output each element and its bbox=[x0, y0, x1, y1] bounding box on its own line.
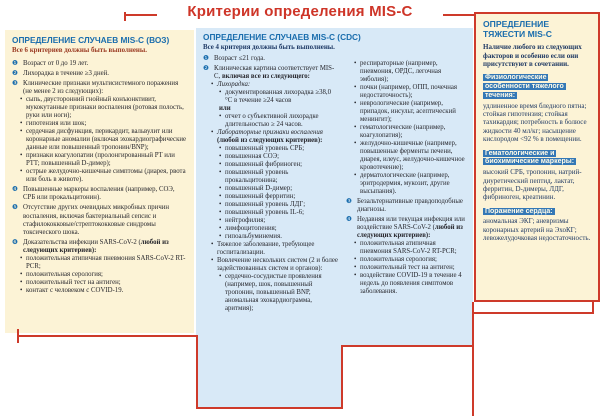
list-item-text: гематологические (например, коагулопатия); bbox=[360, 124, 446, 140]
list-item bbox=[12, 80, 187, 96]
severity-section-physiology bbox=[483, 74, 591, 143]
severity-section-title: Физиологические особенности тяжелого течения: bbox=[485, 74, 564, 99]
list-item bbox=[203, 161, 339, 169]
list-item-text: положительная серология; bbox=[360, 256, 437, 264]
severity-section-title: Поражение сердца: bbox=[485, 207, 553, 215]
who-subheader: Все 6 критериев должны быть выполнены. bbox=[12, 47, 147, 55]
list-item-text: Лихорадка в течение ≥3 дней. bbox=[23, 70, 110, 78]
bullet-icon: • bbox=[354, 272, 357, 280]
list-item-text: повышенная СОЭ; bbox=[225, 153, 279, 161]
list-item-text: острые желудочно-кишечные симптомы (диарея, рвота или боль в животе). bbox=[26, 168, 186, 184]
bullet-icon: • bbox=[219, 209, 222, 217]
who-header: ОПРЕДЕЛЕНИЕ СЛУЧАЕВ MIS-C (ВОЗ) bbox=[12, 35, 170, 45]
bullet-icon: • bbox=[354, 84, 357, 92]
cdc-criteria-column-2 bbox=[346, 60, 466, 296]
list-item bbox=[203, 89, 339, 105]
list-item bbox=[203, 201, 339, 209]
cdc-border-bottom bbox=[196, 407, 343, 409]
bullet-icon: • bbox=[20, 120, 23, 128]
list-item-text: признаки коагулопатии (пролонгированный PT или PTT; повышенный D-димер); bbox=[26, 152, 175, 168]
connector-right-line bbox=[474, 312, 594, 314]
cdc-border-step-vertical bbox=[341, 345, 343, 409]
panel-who-definition bbox=[5, 30, 194, 333]
severity-intro: Наличие любого из следующих факторов и особенно если они присутствуют в сочетании. bbox=[483, 43, 582, 69]
bullet-icon: • bbox=[219, 169, 222, 177]
bullet-icon: • bbox=[219, 145, 222, 153]
item-number-badge: ❸ bbox=[346, 197, 352, 206]
bullet-icon: • bbox=[219, 185, 222, 193]
list-item bbox=[12, 204, 187, 236]
item-number-badge: ❹ bbox=[12, 185, 18, 194]
bullet-icon: • bbox=[354, 124, 357, 132]
list-item-text: дерматологические (например, эритродермия, мукозит, другие высыпания). bbox=[360, 172, 450, 196]
list-item bbox=[203, 129, 339, 145]
who-criteria-list bbox=[12, 60, 187, 294]
list-item bbox=[203, 113, 339, 129]
bullet-icon: • bbox=[219, 273, 222, 281]
list-item bbox=[12, 96, 187, 120]
list-item bbox=[346, 60, 466, 84]
list-item bbox=[12, 120, 187, 128]
cdc-criteria-column-1 bbox=[203, 55, 339, 314]
list-item bbox=[12, 279, 187, 287]
panel-cdc-extension bbox=[196, 345, 341, 407]
bullet-icon: • bbox=[354, 240, 357, 248]
item-number-badge: ❷ bbox=[12, 69, 18, 78]
list-item bbox=[12, 168, 187, 184]
list-item-text: повышенный D-димер; bbox=[225, 185, 293, 193]
list-item-text: респираторные (например, пневмония, ОРДС, легочная эмболия); bbox=[360, 60, 442, 84]
item-number-badge: ❸ bbox=[12, 79, 18, 88]
list-item-text: положительная атипичная пневмония SARS-CoV-2 RT-PCR; bbox=[360, 240, 457, 256]
list-item-text: повышенный уровень IL-6; bbox=[225, 209, 305, 217]
bullet-icon: • bbox=[20, 96, 23, 104]
bullet-icon: • bbox=[219, 225, 222, 233]
severity-section-title: Гематологические и биохимические маркеры: bbox=[485, 149, 575, 166]
item-number-badge: ❶ bbox=[203, 54, 209, 62]
bullet-icon: • bbox=[354, 264, 357, 272]
severity-section-body: удлиненное время бледного пятна; стойкая гипотензия; стойкая тахикардия; потребность в болюсе жидкости 40 мл/кг; насыщение кислородом <92 % в помещении. bbox=[483, 101, 587, 144]
list-item-text: повышенный уровень ЛДГ; bbox=[225, 201, 306, 209]
list-item-text: повышенный уровень СРБ; bbox=[225, 145, 305, 153]
list-item bbox=[203, 153, 339, 161]
list-item bbox=[203, 241, 339, 257]
bullet-icon: • bbox=[20, 254, 23, 262]
bullet-icon: • bbox=[354, 172, 357, 180]
item-number-badge: ❹ bbox=[346, 215, 352, 224]
list-item bbox=[12, 152, 187, 168]
list-item-text: Вовлечение нескольких систем (2 и более задействованных систем и органов): bbox=[217, 257, 338, 273]
list-item bbox=[12, 271, 187, 279]
list-item bbox=[12, 60, 187, 68]
bullet-icon: • bbox=[20, 128, 23, 136]
list-item bbox=[203, 217, 339, 225]
list-item bbox=[203, 65, 339, 81]
list-item bbox=[12, 186, 187, 202]
list-item-text: Тяжелое заболевание, требующее госпитализации. bbox=[217, 241, 315, 257]
list-item bbox=[346, 216, 466, 240]
list-item-text: лимфоцитопения; bbox=[225, 225, 277, 233]
item-number-badge: ❷ bbox=[203, 64, 209, 73]
cdc-border-step-horizontal bbox=[341, 345, 474, 347]
list-item bbox=[346, 124, 466, 140]
list-item bbox=[12, 128, 187, 152]
list-item bbox=[203, 233, 339, 241]
list-item-text: Недавняя или текущая инфекция или воздействие SARS-CoV-2 (любой из следующих критериев): bbox=[357, 216, 465, 240]
list-item-text: сердечная дисфункция, перикардит, вальвулит или коронарные аномалии (включая эхокардиографические данные или повышенный тропонин/BNP); bbox=[26, 128, 187, 152]
page-title: Критерии определения MIS-C bbox=[187, 3, 413, 20]
list-item-text: положительная атипичная пневмония SARS-CoV-2 RT-PCR; bbox=[26, 254, 186, 270]
list-item-text: Повышенные маркеры воспаления (например, СОЭ, СРБ или прокальцитонин). bbox=[23, 186, 175, 202]
list-item-text: положительная серология; bbox=[26, 270, 103, 278]
list-item bbox=[12, 287, 187, 295]
bullet-icon: • bbox=[219, 233, 222, 241]
bullet-icon: • bbox=[219, 161, 222, 169]
list-item bbox=[12, 70, 187, 78]
list-item bbox=[203, 257, 339, 273]
severity-section-cardiac bbox=[483, 208, 591, 243]
list-item-text: Возраст от 0 до 19 лет. bbox=[23, 60, 89, 68]
cdc-header: ОПРЕДЕЛЕНИЕ СЛУЧАЕВ MIS-C (CDC) bbox=[203, 32, 361, 42]
cdc-subheader: Все 4 критерия должны быть выполнены. bbox=[203, 44, 335, 52]
list-item bbox=[346, 272, 466, 296]
list-item bbox=[346, 240, 466, 256]
list-item bbox=[203, 273, 339, 313]
list-item-text: Возраст ≤21 года. bbox=[214, 55, 265, 62]
list-item bbox=[203, 185, 339, 193]
bullet-icon: • bbox=[219, 153, 222, 161]
list-item-text: нейтрофилия; bbox=[225, 217, 266, 225]
bullet-icon: • bbox=[20, 168, 23, 176]
item-number-badge: ❻ bbox=[12, 237, 18, 246]
list-item-text: повышенный уровень прокальцитонина; bbox=[225, 169, 289, 185]
title-left-line bbox=[124, 14, 157, 16]
list-item-text: или bbox=[219, 105, 231, 113]
bullet-icon: • bbox=[219, 201, 222, 209]
list-item-text: воздействие COVID-19 в течение 4 недель до появления симптомов заболевания. bbox=[360, 272, 462, 296]
list-item-text: документированная лихорадка ≥38,0 °C в течение ≥24 часов bbox=[225, 89, 331, 105]
list-item-text: Безальтернативные правдоподобные диагнозы. bbox=[357, 198, 463, 214]
list-item-text: неврологические (например, припадок, инсульт, асептический менингит); bbox=[360, 100, 456, 124]
list-item bbox=[203, 55, 339, 63]
list-item bbox=[346, 84, 466, 100]
list-item bbox=[203, 169, 339, 185]
panel-severity-definition bbox=[474, 12, 600, 302]
bullet-icon: • bbox=[20, 286, 23, 294]
list-item-text: Лабораторные признаки воспаления (любой из следующих критериев): bbox=[217, 129, 323, 145]
item-number-badge: ❺ bbox=[12, 203, 18, 212]
bullet-icon: • bbox=[354, 256, 357, 264]
bullet-icon: • bbox=[211, 241, 214, 249]
bullet-icon: • bbox=[219, 89, 222, 97]
cdc-border-left bbox=[196, 335, 198, 409]
list-item-text: повышенный фибриноген; bbox=[225, 161, 303, 169]
bullet-icon: • bbox=[219, 113, 222, 121]
bullet-icon: • bbox=[211, 129, 214, 137]
list-item-text: желудочно-кишечные (например, повышенные ферменты печени, диарея, илеус, желудочно-кишечное кровотечение); bbox=[360, 140, 465, 172]
list-item-text: повышенный ферритин; bbox=[225, 193, 296, 201]
severity-section-body: высокий СРБ, тропонин, натрий-диуретический пептид, лактат, ферритин, D-димеры, ЛДГ, фибриноген, креатинин. bbox=[483, 168, 582, 202]
list-item-text: Отсутствие других очевидных микробных причин воспаления, включая бактериальный сепсис и стафилококковые/стрептококковые синдромы токсического шока. bbox=[23, 204, 170, 236]
list-item-text: гипотензия или шок; bbox=[26, 120, 87, 128]
list-item-text: почки (например, ОПП, почечная недостаточность); bbox=[360, 84, 457, 100]
item-number-badge: ❶ bbox=[12, 59, 18, 68]
bullet-icon: • bbox=[20, 152, 23, 160]
list-item bbox=[203, 225, 339, 233]
bullet-icon: • bbox=[211, 81, 214, 89]
list-item bbox=[12, 255, 187, 271]
connector-right-tick bbox=[592, 302, 594, 314]
list-item-text: гипоальбуминемия. bbox=[225, 233, 282, 241]
list-item-text: Доказательства инфекции SARS-CoV-2 (любой из следующих критериев): bbox=[23, 238, 169, 254]
list-item bbox=[346, 264, 466, 272]
bullet-icon: • bbox=[354, 140, 357, 148]
list-item bbox=[346, 100, 466, 124]
list-item-text: Клиническая картина соответствует MIS-C, включая все из следующего: bbox=[214, 65, 335, 81]
connector-right-vertical bbox=[472, 302, 474, 416]
list-item-text: контакт с человеком с COVID-19. bbox=[26, 286, 124, 294]
list-item bbox=[346, 172, 466, 196]
severity-section-body: аномальная ЭКГ; аневризмы коронарных артерий на ЭхоКГ; левожелудочковая недостаточность. bbox=[483, 217, 591, 243]
list-item-text: Лихорадка: bbox=[217, 81, 251, 89]
bullet-icon: • bbox=[211, 257, 214, 265]
list-item bbox=[203, 105, 339, 113]
bullet-icon: • bbox=[20, 270, 23, 278]
list-item bbox=[346, 256, 466, 264]
list-item bbox=[203, 81, 339, 89]
bullet-icon: • bbox=[354, 60, 357, 67]
bullet-icon: • bbox=[219, 217, 222, 225]
panel-cdc-definition bbox=[196, 28, 473, 345]
list-item-text: положительный тест на антиген; bbox=[360, 264, 455, 272]
severity-section-markers bbox=[483, 150, 591, 202]
list-item bbox=[203, 193, 339, 201]
list-item-text: отчет о субъективной лихорадке длительностью ≥ 24 часов. bbox=[225, 113, 319, 129]
title-right-line bbox=[443, 14, 476, 16]
bullet-icon: • bbox=[354, 100, 357, 108]
bullet-icon: • bbox=[20, 278, 23, 286]
list-item bbox=[346, 140, 466, 172]
connector-left-line bbox=[17, 335, 198, 337]
severity-header: ОПРЕДЕЛЕНИЕ ТЯЖЕСТИ MIS-C bbox=[483, 19, 552, 39]
list-item bbox=[203, 209, 339, 217]
list-item bbox=[203, 145, 339, 153]
list-item bbox=[12, 239, 187, 255]
list-item bbox=[346, 198, 466, 214]
bullet-icon: • bbox=[219, 193, 222, 201]
list-item-text: сердечно-сосудистые проявления (например, шок, повышенный тропонин, повышенный BNP, аномальная эхокардиограмма, аритмия); bbox=[225, 273, 322, 313]
list-item-text: положительный тест на антиген; bbox=[26, 278, 121, 286]
list-item-text: сыпь, двусторонний гнойный конъюнктивит, мукокутанные признаки воспаления (ротовая полость, руки или ноги); bbox=[26, 96, 184, 120]
list-item-text: Клинические признаки мультисистемного поражения (не менее 2 из следующих): bbox=[23, 80, 179, 96]
